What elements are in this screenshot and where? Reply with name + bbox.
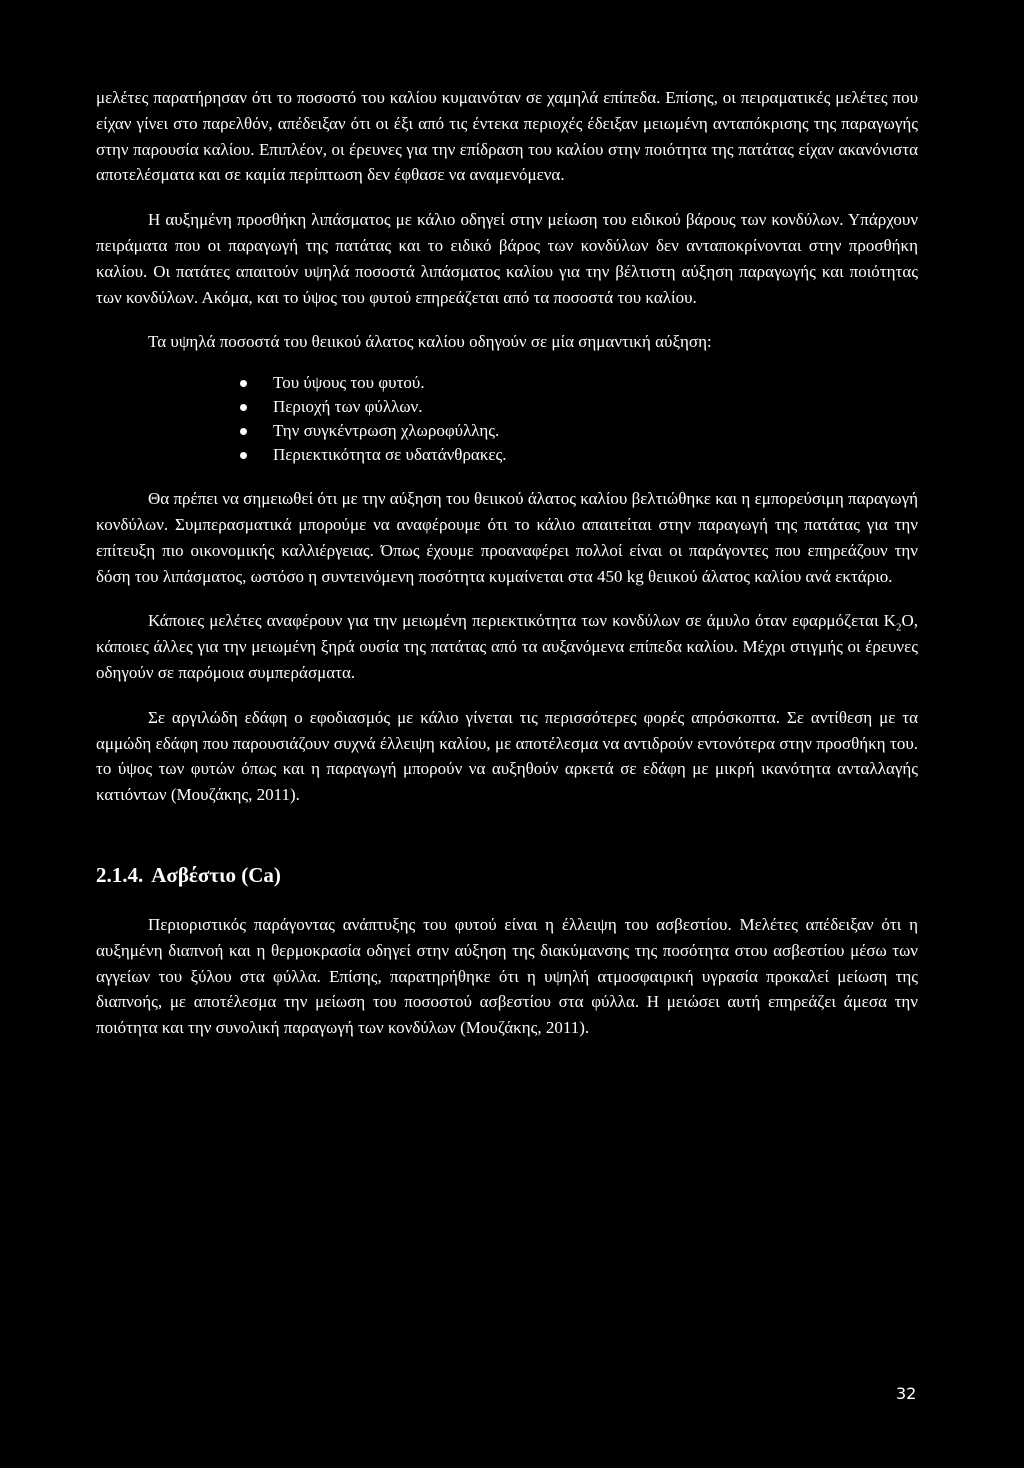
section-heading [96, 860, 918, 890]
list-item [96, 419, 918, 443]
list-item-text: Περιεκτικότητα σε υδατάνθρακες. [273, 445, 507, 465]
bullet-icon [240, 428, 247, 435]
paragraph-text-start: Κάποιες μελέτες αναφέρουν για την μειωμένη περιεκτικότητα των κονδύλων σε άμυλο όταν εφαρμόζεται K [148, 611, 896, 631]
paragraph-calcium: Περιοριστικός παράγοντας ανάπτυξης του φυτού είναι η έλλειψη του ασβεστίου. Μελέτες απέδειξαν ότι η αυξημένη διαπνοή και η θερμοκρασία οδηγεί στην αύξηση της διακύμανσης της ποσότητα στου ασβεστίου μέσω των αγγείων του ξύλου στα φύλλα. Επίσης, παρατηρήθηκε ότι η υψηλή ατμοσφαιρική υγρασία προκαλεί μείωση της διαπνοής, με αποτέλεσμα την μείωση του ποσοστού ασβεστίου στα φύλλα. Η μειώσει αυτή επηρεάζει άμεσα την ποιότητα και την συνολική παραγωγή των κονδύλων (Μουζάκης, 2011). [96, 914, 918, 1038]
bullet-list [96, 371, 918, 467]
paragraph-sulfate-increase: Τα υψηλά ποσοστά του θειικού άλατος καλίου οδηγούν σε μία σημαντική αύξηση: [148, 332, 712, 352]
paragraph-potassium-studies: μελέτες παρατήρησαν ότι το ποσοστό του καλίου κυμαινόταν σε χαμηλά επίπεδα. Επίσης, οι πειραματικές μελέτες που είχαν γίνει στο παρελθόν, απέδειξαν ότι οι έξι από τις έντεκα περιοχές έδειξαν μειωμένη ανταπόκρισης της παραγωγής στην παρουσία καλίου. Επιπλέον, οι έρευνες για την επίδραση του καλίου στην ποιότητα της πατάτας είχαν ακανόνιστα αποτελέσματα και σε καμία περίπτωση δεν έφθασε να αναμενόμενα. [96, 88, 918, 185]
paragraph-marketable-yield: Θα πρέπει να σημειωθεί ότι με την αύξηση του θειικού άλατος καλίου βελτιώθηκε και η εμπορεύσιμη παραγωγή κονδύλων. Συμπερασματικά μπορούμε να αναφέρουμε ότι το κάλιο απαιτείται στην παραγωγή της πατάτας για την επίτευξη πιο οικονομικής καλλιέργειας. Όπως έχουμε προαναφέρει πολλοί είναι οι παράγοντες που επηρεάζουν την δόση του λιπάσματος, ωστόσο η συντεινόμενη ποσότητα κυμαίνεται στα 450 kg θειικού άλατος καλίου ανά εκτάριο. [96, 489, 918, 586]
paragraph-clay-soils: Σε αργιλώδη εδάφη ο εφοδιασμός με κάλιο γίνεται τις περισσότερες φορές απρόσκοπτα. Σε αντίθεση με τα αμμώδη εδάφη που παρουσιάζουν συχνά έλλειψη καλίου, με αποτέλεσμα να αντιδρούν εντονότερα στην προσθήκη του. το ύψος των φυτών όπως και η παραγωγή μπορούν να αυξηθούν αρκετά σε εδάφη με μικρή ικανότητα ανταλλαγής κατιόντων (Μουζάκης, 2011). [96, 707, 918, 805]
paragraph-specific-gravity: Η αυξημένη προσθήκη λιπάσματος με κάλιο οδηγεί στην μείωση του ειδικού βάρους των κονδύλων. Υπάρχουν πειράματα που οι παραγωγή της πατάτας και το ειδικό βάρος των κονδύλων δεν ανταποκρίνονται στην προσθήκη καλίου. Οι πατάτες απαιτούν υψηλά ποσοστά λιπάσματος καλίου για την βέλτιστη αύξηση παραγωγής και ποιότητας των κονδύλων. Ακόμα, και το ύψος του φυτού επηρεάζεται από τα ποσοστά του καλίου. [96, 210, 918, 307]
list-item-text: Την συγκέντρωση χλωροφύλλης. [273, 421, 500, 441]
paragraph-text-end: O, κάποιες άλλες για την μειωμένη ξηρά ουσία της πατάτας από τα αυξανόμενα επίπεδα καλίου. Μέχρι στιγμής οι έρευνες οδηγούν σε παρόμοια συμπεράσματα. [96, 611, 918, 682]
document-page [96, 85, 918, 1041]
section-title: Ασβέστιο (Ca) [151, 862, 281, 887]
bullet-icon [240, 404, 247, 411]
list-item [96, 443, 918, 467]
bullet-icon [240, 452, 247, 459]
list-item [96, 371, 918, 395]
list-item-text: Περιοχή των φύλλων. [273, 397, 423, 417]
paragraph-starch-content [96, 608, 918, 685]
bullet-icon [240, 380, 247, 387]
list-item [96, 395, 918, 419]
section-number: 2.1.4. [96, 862, 144, 887]
subscript-2: 2 [895, 621, 902, 634]
page-number: 32 [896, 1384, 917, 1403]
list-item-text: Του ύψους του φυτού. [273, 373, 425, 393]
